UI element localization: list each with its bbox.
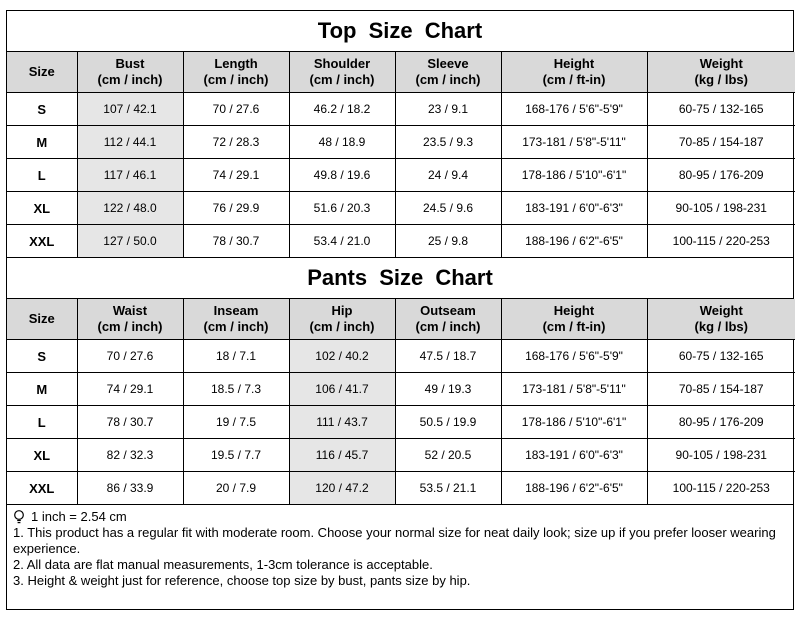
conversion-text: 1 inch = 2.54 cm — [31, 509, 127, 524]
weight-cell: 90-105 / 198-231 — [647, 439, 795, 472]
weight-cell: 80-95 / 176-209 — [647, 406, 795, 439]
size-cell: S — [7, 340, 77, 373]
bust-cell: 117 / 46.1 — [77, 159, 183, 192]
waist-cell: 82 / 32.3 — [77, 439, 183, 472]
hip-cell: 102 / 40.2 — [289, 340, 395, 373]
sleeve-cell: 24 / 9.4 — [395, 159, 501, 192]
inseam-cell: 19 / 7.5 — [183, 406, 289, 439]
inseam-cell: 18 / 7.1 — [183, 340, 289, 373]
pants-header-row — [7, 299, 795, 340]
pants-header-hip: Hip (cm / inch) — [289, 299, 395, 340]
waist-cell: 78 / 30.7 — [77, 406, 183, 439]
weight-cell: 60-75 / 132-165 — [647, 340, 795, 373]
table-row — [7, 159, 795, 192]
notes-section — [7, 504, 793, 589]
hip-cell: 120 / 47.2 — [289, 472, 395, 505]
length-cell: 70 / 27.6 — [183, 93, 289, 126]
shoulder-cell: 48 / 18.9 — [289, 126, 395, 159]
top-header-weight: Weight (kg / lbs) — [647, 52, 795, 93]
size-cell: M — [7, 126, 77, 159]
pants-size-table — [7, 299, 795, 504]
length-cell: 78 / 30.7 — [183, 225, 289, 258]
note-item: 2. All data are flat manual measurements, 1-3cm tolerance is acceptable. — [13, 557, 433, 572]
weight-cell: 70-85 / 154-187 — [647, 373, 795, 406]
table-row — [7, 439, 795, 472]
weight-cell: 70-85 / 154-187 — [647, 126, 795, 159]
waist-cell: 86 / 33.9 — [77, 472, 183, 505]
pants-header-inseam: Inseam (cm / inch) — [183, 299, 289, 340]
table-row — [7, 225, 795, 258]
height-cell: 168-176 / 5'6"-5'9" — [501, 340, 647, 373]
size-cell: L — [7, 406, 77, 439]
size-cell: XL — [7, 192, 77, 225]
table-row — [7, 93, 795, 126]
shoulder-cell: 53.4 / 21.0 — [289, 225, 395, 258]
shoulder-cell: 51.6 / 20.3 — [289, 192, 395, 225]
table-row — [7, 340, 795, 373]
top-header-height: Height (cm / ft-in) — [501, 52, 647, 93]
inseam-cell: 19.5 / 7.7 — [183, 439, 289, 472]
hip-cell: 111 / 43.7 — [289, 406, 395, 439]
table-row — [7, 472, 795, 505]
top-size-table — [7, 52, 795, 257]
table-row — [7, 192, 795, 225]
pants-header-outseam: Outseam (cm / inch) — [395, 299, 501, 340]
waist-cell: 70 / 27.6 — [77, 340, 183, 373]
height-cell: 168-176 / 5'6"-5'9" — [501, 93, 647, 126]
shoulder-cell: 46.2 / 18.2 — [289, 93, 395, 126]
table-row — [7, 126, 795, 159]
size-cell: XXL — [7, 225, 77, 258]
waist-cell: 74 / 29.1 — [77, 373, 183, 406]
note-item: 3. Height & weight just for reference, choose top size by bust, pants size by hip. — [13, 573, 471, 588]
outseam-cell: 52 / 20.5 — [395, 439, 501, 472]
height-cell: 188-196 / 6'2"-6'5" — [501, 472, 647, 505]
shoulder-cell: 49.8 / 19.6 — [289, 159, 395, 192]
top-header-bust: Bust (cm / inch) — [77, 52, 183, 93]
top-header-row — [7, 52, 795, 93]
top-header-length: Length (cm / inch) — [183, 52, 289, 93]
height-cell: 178-186 / 5'10"-6'1" — [501, 406, 647, 439]
bust-cell: 112 / 44.1 — [77, 126, 183, 159]
weight-cell: 60-75 / 132-165 — [647, 93, 795, 126]
top-size-chart-title: Top Size Chart — [7, 11, 793, 52]
size-cell: XXL — [7, 472, 77, 505]
size-cell: M — [7, 373, 77, 406]
sleeve-cell: 23.5 / 9.3 — [395, 126, 501, 159]
size-chart-sheet — [6, 10, 794, 610]
pants-header-weight: Weight (kg / lbs) — [647, 299, 795, 340]
bust-cell: 127 / 50.0 — [77, 225, 183, 258]
pants-header-size: Size — [7, 299, 77, 340]
length-cell: 74 / 29.1 — [183, 159, 289, 192]
pants-header-waist: Waist (cm / inch) — [77, 299, 183, 340]
sleeve-cell: 25 / 9.8 — [395, 225, 501, 258]
top-header-shoulder: Shoulder (cm / inch) — [289, 52, 395, 93]
top-header-sleeve: Sleeve (cm / inch) — [395, 52, 501, 93]
sleeve-cell: 23 / 9.1 — [395, 93, 501, 126]
top-header-size: Size — [7, 52, 77, 93]
length-cell: 76 / 29.9 — [183, 192, 289, 225]
outseam-cell: 53.5 / 21.1 — [395, 472, 501, 505]
hip-cell: 116 / 45.7 — [289, 439, 395, 472]
outseam-cell: 49 / 19.3 — [395, 373, 501, 406]
outseam-cell: 47.5 / 18.7 — [395, 340, 501, 373]
pants-header-height: Height (cm / ft-in) — [501, 299, 647, 340]
table-row — [7, 373, 795, 406]
height-cell: 173-181 / 5'8"-5'11" — [501, 373, 647, 406]
bust-cell: 107 / 42.1 — [77, 93, 183, 126]
lightbulb-icon — [13, 510, 25, 524]
weight-cell: 90-105 / 198-231 — [647, 192, 795, 225]
height-cell: 188-196 / 6'2"-6'5" — [501, 225, 647, 258]
sleeve-cell: 24.5 / 9.6 — [395, 192, 501, 225]
height-cell: 183-191 / 6'0"-6'3" — [501, 439, 647, 472]
height-cell: 173-181 / 5'8"-5'11" — [501, 126, 647, 159]
height-cell: 183-191 / 6'0"-6'3" — [501, 192, 647, 225]
size-cell: S — [7, 93, 77, 126]
height-cell: 178-186 / 5'10"-6'1" — [501, 159, 647, 192]
outseam-cell: 50.5 / 19.9 — [395, 406, 501, 439]
size-cell: L — [7, 159, 77, 192]
weight-cell: 100-115 / 220-253 — [647, 472, 795, 505]
bust-cell: 122 / 48.0 — [77, 192, 183, 225]
conversion-note — [13, 509, 787, 525]
length-cell: 72 / 28.3 — [183, 126, 289, 159]
inseam-cell: 18.5 / 7.3 — [183, 373, 289, 406]
weight-cell: 80-95 / 176-209 — [647, 159, 795, 192]
hip-cell: 106 / 41.7 — [289, 373, 395, 406]
weight-cell: 100-115 / 220-253 — [647, 225, 795, 258]
table-row — [7, 406, 795, 439]
pants-size-chart-title: Pants Size Chart — [7, 257, 793, 299]
note-item: 1. This product has a regular fit with moderate room. Choose your normal size for neat daily look; size up if you prefer looser wearing experience. — [13, 525, 776, 556]
size-cell: XL — [7, 439, 77, 472]
inseam-cell: 20 / 7.9 — [183, 472, 289, 505]
